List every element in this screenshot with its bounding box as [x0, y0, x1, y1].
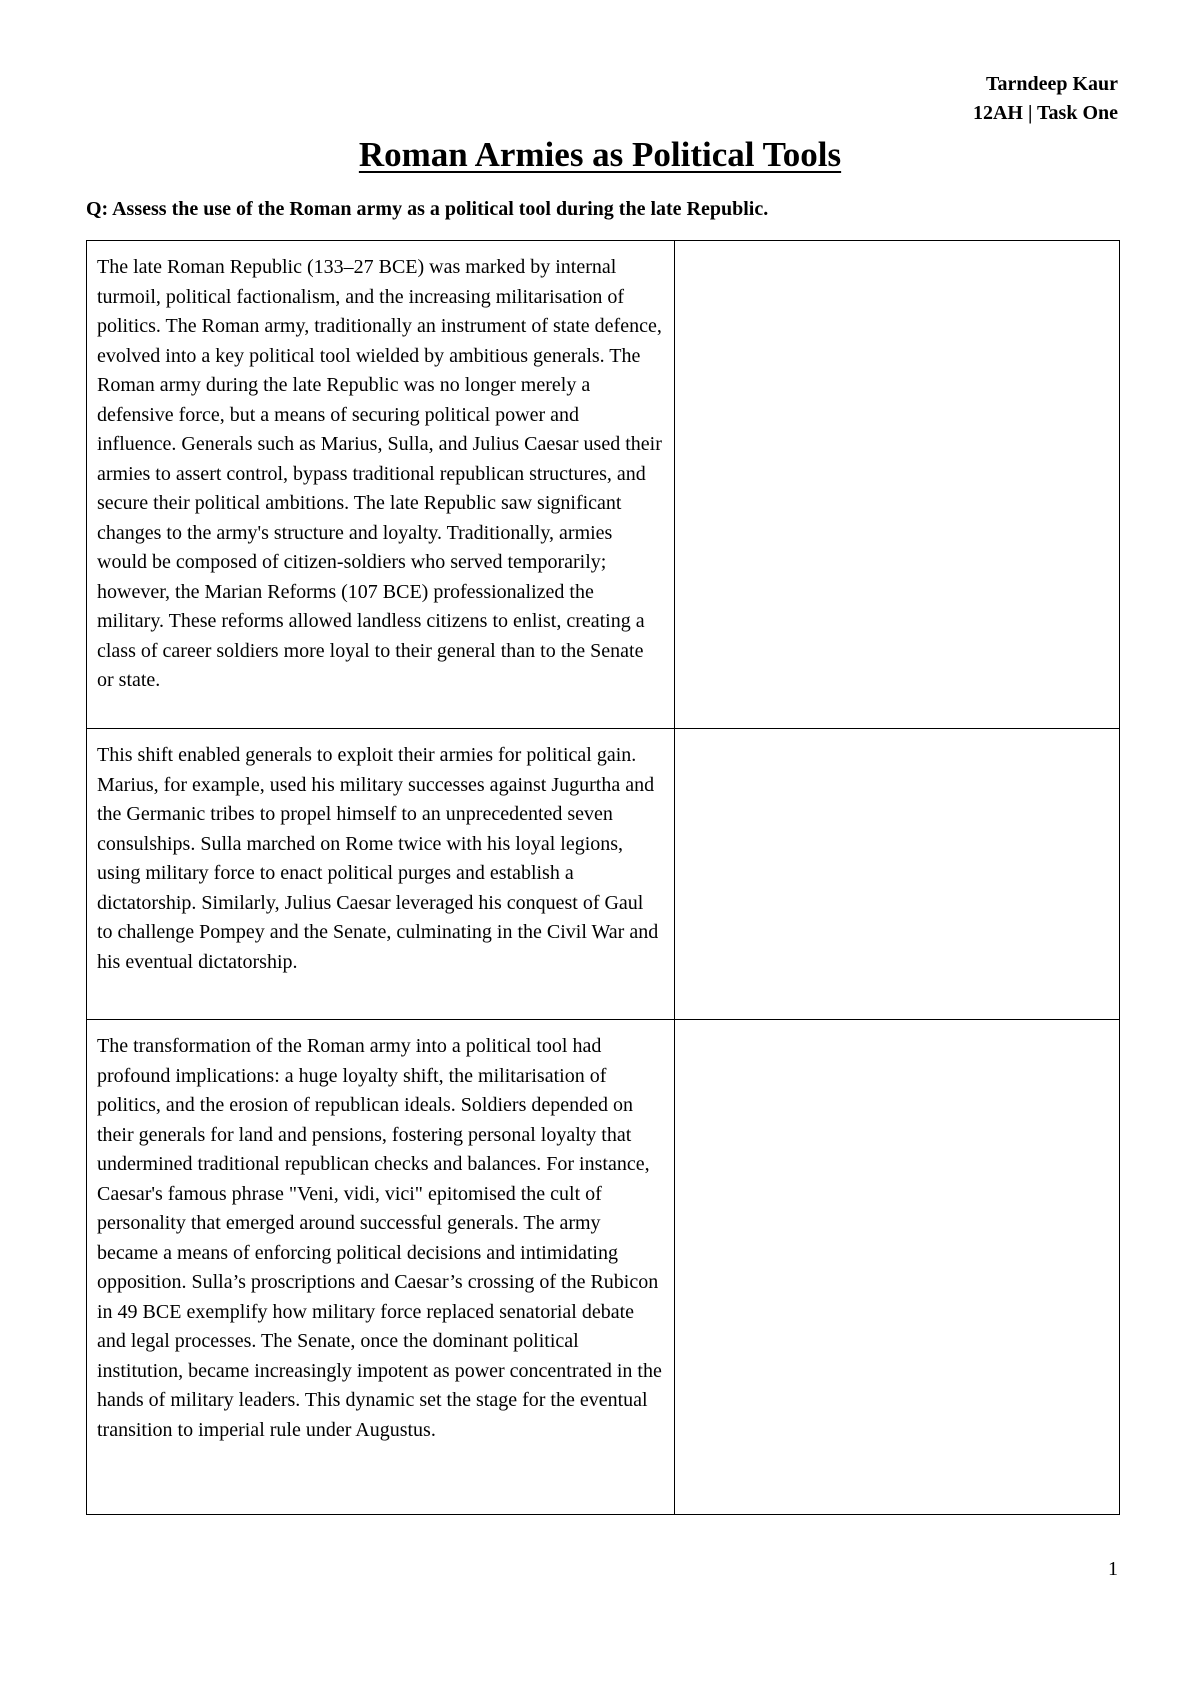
- paragraph-cell: The late Roman Republic (133–27 BCE) was marked by internal turmoil, political factionalism, and the increasing militarisation of politics. The Roman army, traditionally an instrument of state defence, evolved into a key political tool wielded by ambitious generals. The Roman army during the late Republic was no longer merely a defensive force, but a means of securing political power and influence. Generals such as Marius, Sulla, and Julius Caesar used their armies to assert control, bypass traditional republican structures, and secure their political ambitions. The late Republic saw significant changes to the army's structure and loyalty. Traditionally, armies would be composed of citizen-soldiers who served temporarily; however, the Marian Reforms (107 BCE) professionalized the military. These reforms allowed landless citizens to enlist, creating a class of career soldiers more loyal to their general than to the Senate or state.: [87, 241, 675, 729]
- paragraph-cell: This shift enabled generals to exploit their armies for political gain. Marius, for example, used his military successes against Jugurtha and the Germanic tribes to propel himself to an unprecedented seven consulships. Sulla marched on Rome twice with his loyal legions, using military force to enact political purges and establish a dictatorship. Similarly, Julius Caesar leveraged his conquest of Gaul to challenge Pompey and the Senate, culminating in the Civil War and his eventual dictatorship.: [87, 729, 675, 1020]
- author-name: Tarndeep Kaur: [985, 73, 1118, 95]
- class-task-label: 12AH | Task One: [972, 102, 1118, 124]
- essay-question: Q: Assess the use of the Roman army as a political tool during the late Republic.: [86, 198, 769, 220]
- paragraph-cell: The transformation of the Roman army into a political tool had profound implications: a huge loyalty shift, the militarisation of politics, and the erosion of republican ideals. Soldiers depended on their generals for land and pensions, fostering personal loyalty that undermined traditional republican checks and balances. For instance, Caesar's famous phrase "Veni, vidi, vici" epitomised the cult of personality that emerged around successful generals. The army became a means of enforcing political decisions and intimidating opposition. Sulla’s proscriptions and Caesar’s crossing of the Rubicon in 49 BCE exemplify how military force replaced senatorial debate and legal processes. The Senate, once the dominant political institution, became increasingly impotent as power concentrated in the hands of military leaders. This dynamic set the stage for the eventual transition to imperial rule under Augustus.: [87, 1020, 675, 1515]
- table-row: [87, 1020, 1120, 1515]
- notes-cell: [675, 729, 1120, 1020]
- document-title: Roman Armies as Political Tools: [358, 135, 842, 174]
- notes-cell: [675, 1020, 1120, 1515]
- table-row: [87, 729, 1120, 1020]
- notes-cell: [675, 241, 1120, 729]
- document-header: [973, 70, 1118, 128]
- essay-table: [86, 240, 1120, 1515]
- page-number: 1: [1108, 1558, 1118, 1580]
- table-row: [87, 241, 1120, 729]
